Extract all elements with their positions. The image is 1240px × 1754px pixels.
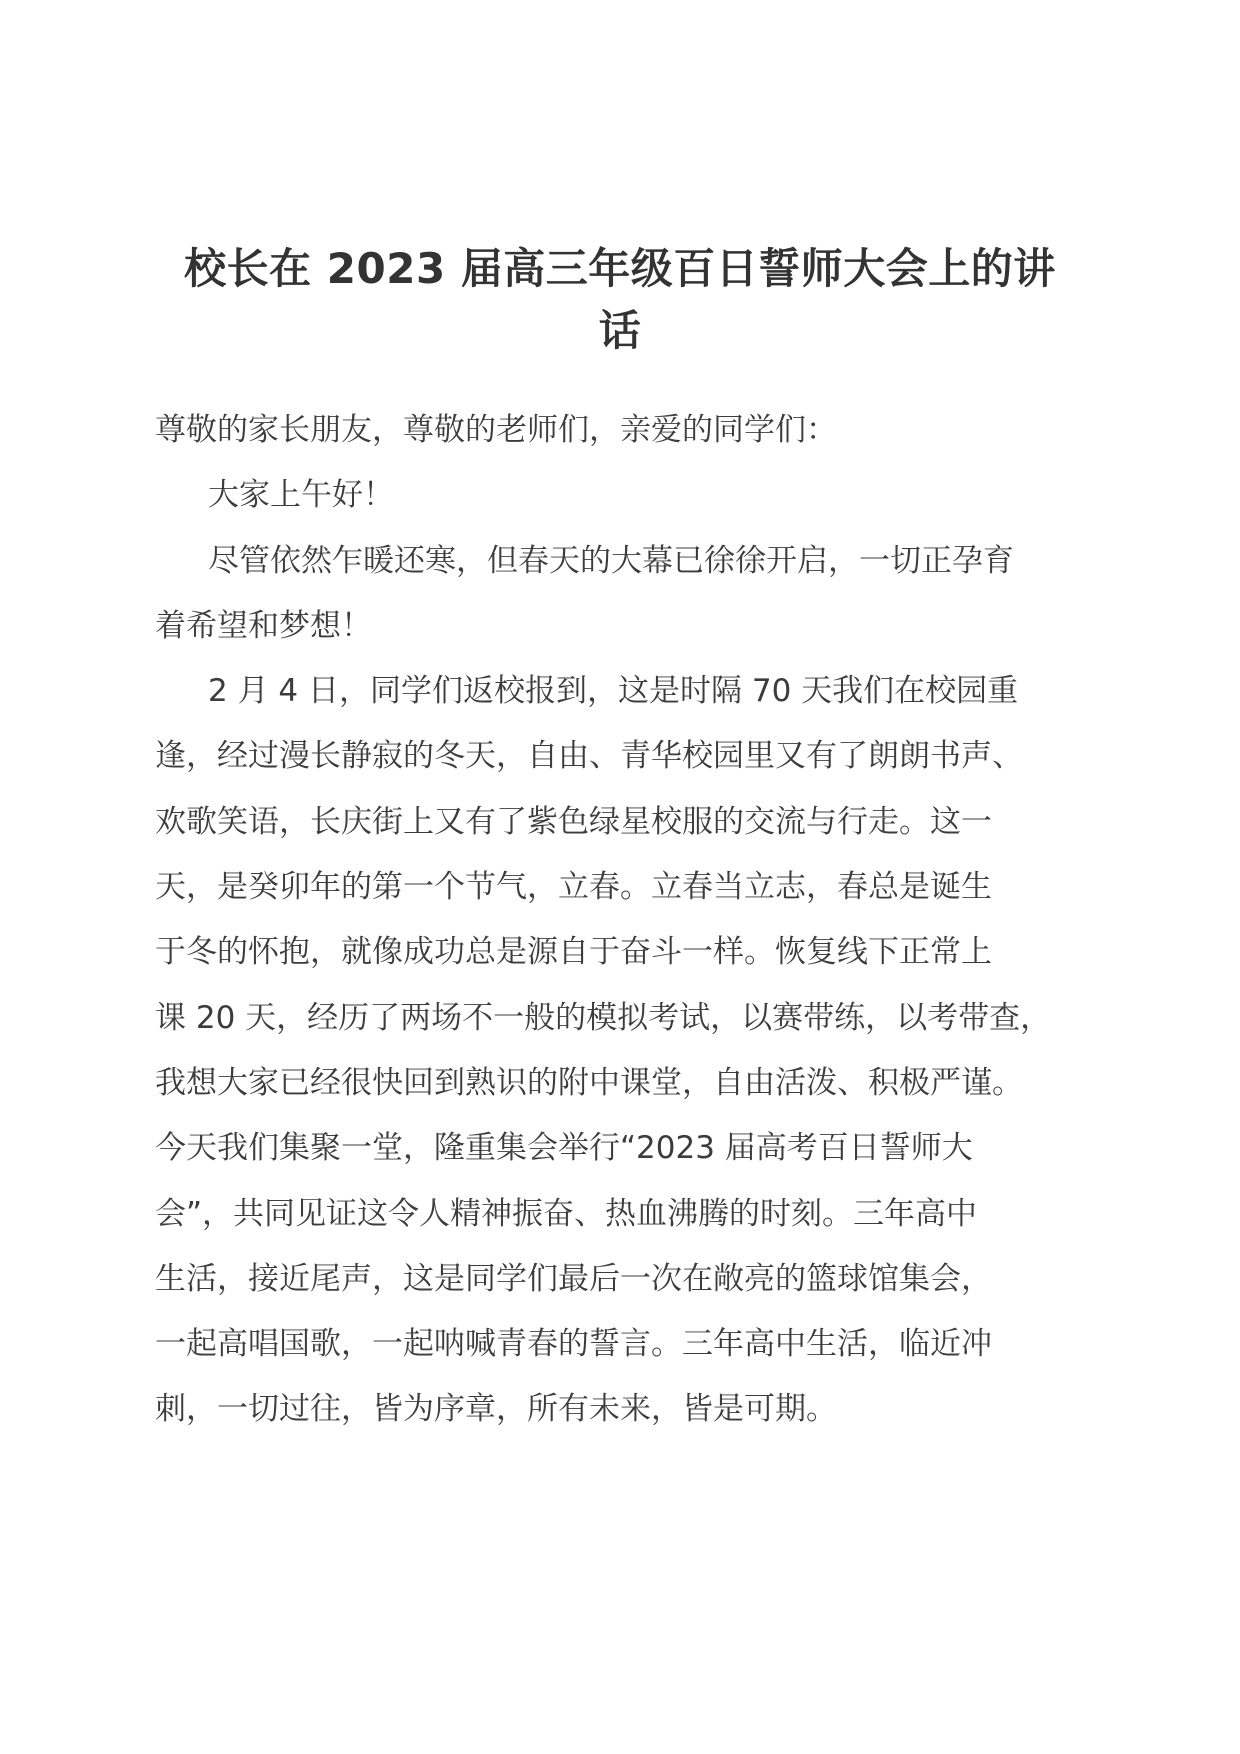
document-title	[150, 238, 1090, 362]
paragraph-line: 大家上午好！	[208, 477, 394, 514]
paragraph-line: 刺，一切过往，皆为序章，所有未来，皆是可期。	[155, 1391, 837, 1428]
paragraph-line: 逢，经过漫长静寂的冬天，自由、青华校园里又有了朗朗书声、	[155, 738, 1023, 775]
paragraph-line: 尽管依然乍暖还寒，但春天的大幕已徐徐开启，一切正孕育	[208, 542, 1014, 579]
paragraph-line: 会”，共同见证这令人精神振奋、热血沸腾的时刻。三年高中	[155, 1195, 978, 1232]
title-line-1: 校长在 2023 届高三年级百日誓师大会上的讲	[184, 244, 1056, 293]
paragraph-line: 今天我们集聚一堂，隆重集会举行“2023 届高考百日誓师大	[155, 1130, 973, 1167]
paragraph-line: 天，是癸卯年的第一个节气，立春。立春当立志，春总是诞生	[155, 869, 992, 906]
document-body	[155, 398, 1095, 1443]
paragraph-line: 2 月 4 日，同学们返校报到，这是时隔 70 天我们在校园重	[208, 673, 1019, 710]
paragraph-line: 课 20 天，经历了两场不一般的模拟考试，以赛带练，以考带查，	[155, 999, 1052, 1036]
paragraph-line: 一起高唱国歌，一起呐喊青春的誓言。三年高中生活，临近冲	[155, 1326, 992, 1363]
paragraph-line: 欢歌笑语，长庆街上又有了紫色绿星校服的交流与行走。这一	[155, 803, 992, 840]
salutation-line: 尊敬的家长朋友，尊敬的老师们，亲爱的同学们：	[155, 412, 837, 448]
title-line-2: 话	[598, 306, 642, 355]
paragraph-line: 我想大家已经很快回到熟识的附中课堂，自由活泼、积极严谨。	[155, 1064, 1023, 1101]
paragraph-line: 于冬的怀抱，就像成功总是源自于奋斗一样。恢复线下正常上	[155, 934, 992, 971]
paragraph-line: 着希望和梦想！	[155, 607, 372, 644]
paragraph-line: 生活，接近尾声，这是同学们最后一次在敞亮的篮球馆集会，	[155, 1260, 992, 1297]
